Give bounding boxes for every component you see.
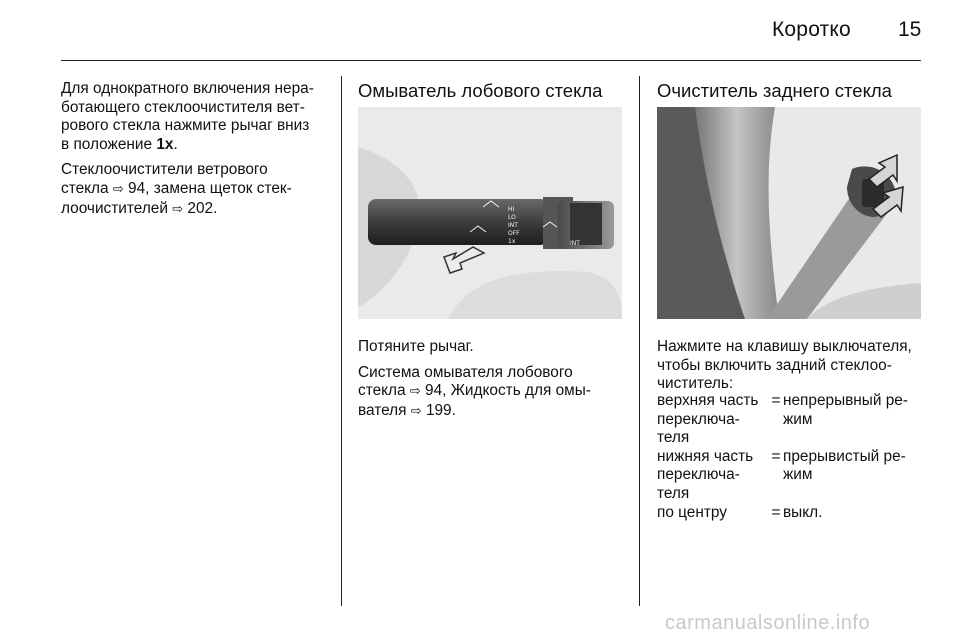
caption-paragraph	[358, 364, 623, 422]
definition-term	[657, 448, 769, 504]
figure-rear-wiper-switch	[657, 107, 921, 319]
text-line: чиститель:	[657, 375, 734, 393]
term-line: теля	[657, 429, 690, 447]
wiper-lever-illustration	[358, 107, 622, 319]
lever-tip-label: INT	[570, 240, 580, 247]
paragraph-wipers-ref	[61, 161, 333, 219]
xref-link-202[interactable]: 202.	[187, 199, 218, 217]
rear-wiper-illustration	[657, 107, 921, 319]
definition-row	[657, 448, 925, 504]
definition-term	[657, 392, 769, 448]
page-number: 15	[898, 18, 922, 41]
equals-sign: =	[771, 447, 781, 465]
definition-list	[657, 392, 925, 522]
term-line: по центру	[657, 503, 728, 521]
column-1	[61, 80, 333, 226]
column-2	[358, 80, 623, 102]
value-line: непрерывный ре-	[783, 392, 908, 409]
lever-label: LO	[508, 214, 516, 221]
xref-arrow-icon: ⇨	[409, 384, 421, 400]
lever-label: OFF	[508, 230, 520, 237]
text-line: Система омывателя лобового	[358, 363, 573, 381]
section-title-washer: Омыватель лобового стекла	[358, 80, 603, 101]
term-line: переключа-	[657, 410, 740, 428]
header-rule	[61, 60, 921, 61]
figure-wiper-lever	[358, 107, 622, 319]
definition-term	[657, 504, 769, 523]
caption-text: Потяните рычаг.	[358, 338, 474, 355]
xref-link-94[interactable]: 94, Жидкость для омы-	[425, 382, 591, 400]
value-line: жим	[783, 466, 813, 484]
xref-arrow-icon: ⇨	[410, 403, 422, 419]
bold-position-1x: 1x	[156, 135, 174, 153]
text-line: стекла	[61, 179, 113, 197]
term-line: теля	[657, 484, 690, 502]
value-line: прерывистый ре-	[783, 447, 906, 465]
definition-value	[783, 392, 925, 448]
caption-washer	[358, 338, 623, 428]
value-line: жим	[783, 410, 813, 428]
text-line: стекла	[358, 382, 410, 400]
text-line: Нажмите на клавишу выключателя,	[657, 338, 912, 355]
text-line: Стеклоочистители ветрового	[61, 161, 268, 179]
watermark: carmanualsonline.info	[665, 612, 871, 634]
text-line: лоочистителей	[61, 199, 173, 217]
column-divider-1	[341, 76, 342, 606]
caption-rear-wiper	[657, 338, 925, 394]
text-line: вателя	[358, 401, 411, 419]
text-end: .	[173, 135, 178, 153]
term-line: нижняя часть	[657, 447, 754, 465]
definition-row	[657, 392, 925, 448]
xref-arrow-icon: ⇨	[172, 201, 184, 217]
text-line: в положение	[61, 135, 157, 153]
column-divider-2	[639, 76, 640, 606]
lever-label: 1x	[508, 238, 516, 245]
header-title: Коротко	[772, 18, 851, 41]
section-title-rear-wiper: Очиститель заднего стекла	[657, 80, 892, 101]
equals-sign: =	[771, 503, 781, 521]
xref-link-94[interactable]: 94, замена щеток стек-	[128, 179, 292, 197]
xref-arrow-icon: ⇨	[112, 181, 124, 197]
column-3	[657, 80, 925, 102]
text-line: чтобы включить задний стеклоо-	[657, 356, 892, 374]
paragraph-single-wipe	[61, 80, 333, 154]
xref-link-199[interactable]: 199.	[425, 401, 456, 419]
definition-value	[783, 504, 925, 523]
equals-sign: =	[771, 392, 781, 409]
lever-label: INT	[508, 222, 518, 229]
term-line: верхняя часть	[657, 392, 759, 409]
text-line: рового стекла нажмите рычаг вниз	[61, 117, 310, 135]
lever-label: HI	[508, 206, 515, 213]
value-line: выкл.	[783, 503, 823, 521]
text-line: Для однократного включения нера-	[61, 80, 314, 97]
definition-value	[783, 448, 925, 504]
term-line: переключа-	[657, 466, 740, 484]
text-line: ботающего стеклоочистителя вет-	[61, 98, 305, 116]
definition-row	[657, 504, 925, 523]
